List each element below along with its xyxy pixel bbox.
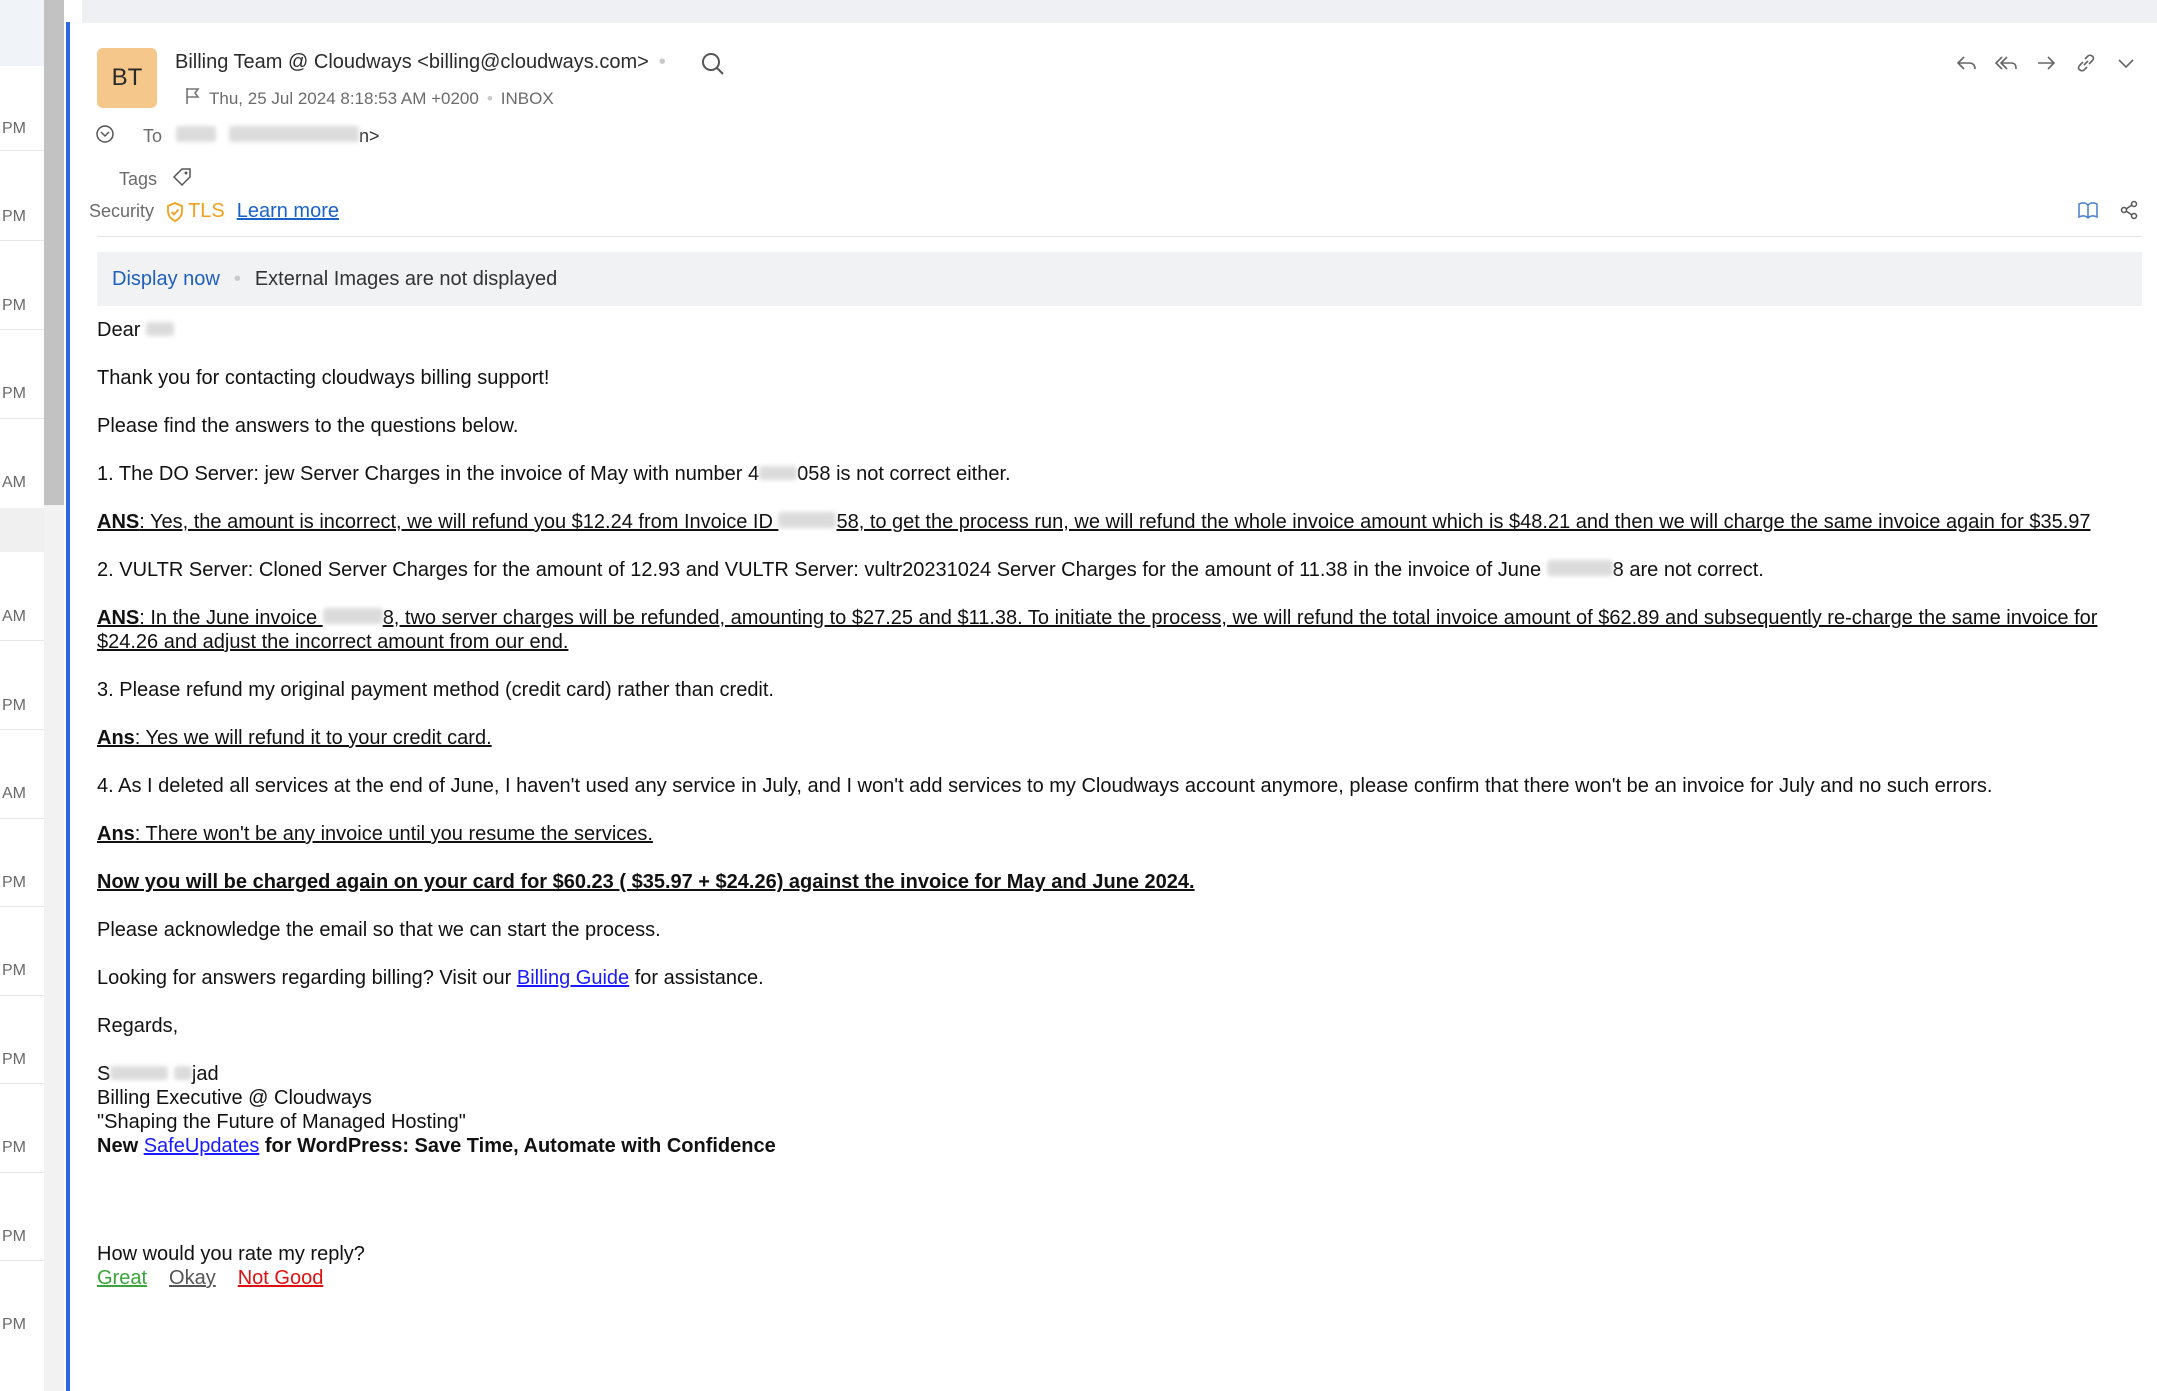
redacted <box>229 126 359 142</box>
intro-paragraph: Please find the answers to the questions below. <box>97 415 519 437</box>
expand-recipients-icon[interactable] <box>95 124 115 149</box>
separator-dot: • <box>658 51 666 73</box>
list-divider <box>0 240 44 241</box>
separator-dot: • <box>486 88 493 108</box>
rating-section <box>97 1242 2142 1290</box>
reader-view-icon[interactable] <box>2077 200 2099 225</box>
ans-label: ANS <box>97 607 140 629</box>
rate-okay-link[interactable]: Okay <box>169 1267 216 1289</box>
tls-badge <box>166 200 225 223</box>
email-body <box>97 318 2142 1290</box>
external-images-message: External Images are not displayed <box>254 267 558 290</box>
list-item-time: PM <box>2 1139 26 1156</box>
rate-great-link[interactable]: Great <box>97 1267 148 1289</box>
tag-icon[interactable] <box>171 166 193 193</box>
separator-dot: • <box>233 267 241 290</box>
answer-1: ANS: Yes, the amount is incorrect, we will refund you $12.24 from Invoice ID 58, to get the process run, we will refund the whole invoice amount which is $48.21 and then we will charge the same invoice again for $35.97 <box>97 511 2091 533</box>
rate-not-good-link[interactable]: Not Good <box>237 1267 324 1289</box>
recipient[interactable] <box>176 126 380 147</box>
reply-icon[interactable] <box>1953 50 1979 76</box>
forward-icon[interactable] <box>2033 50 2059 76</box>
list-divider <box>0 1083 44 1084</box>
list-item-time: AM <box>2 474 26 491</box>
list-item-time: PM <box>2 385 26 402</box>
avatar: BT <box>97 48 157 108</box>
list-divider <box>0 1172 44 1173</box>
list-divider <box>0 640 44 641</box>
signature-name: S jad <box>97 1063 219 1085</box>
list-item-selected[interactable] <box>0 0 44 66</box>
answer-4: Ans: There won't be any invoice until you resume the services. <box>97 823 653 845</box>
safeupdates-link[interactable]: SafeUpdates <box>143 1135 260 1157</box>
list-item-time: PM <box>2 120 26 137</box>
list-item-time: PM <box>2 1228 26 1245</box>
redacted <box>1547 560 1613 576</box>
question-1: 1. The DO Server: jew Server Charges in the invoice of May with number 4 058 is not correct either. <box>97 463 1011 485</box>
flag-icon[interactable] <box>185 87 201 110</box>
security-label: Security <box>89 201 155 221</box>
shield-check-icon <box>166 202 184 222</box>
signature-title: Billing Executive @ Cloudways <box>97 1087 372 1109</box>
question-2: 2. VULTR Server: Cloned Server Charges for the amount of 12.93 and VULTR Server: vultr20231024 Server Charges for the amount of 11.38 in the invoice of June 8 are not correct. <box>97 559 1764 581</box>
list-item-time: PM <box>2 297 26 314</box>
link-icon[interactable] <box>2073 50 2099 76</box>
header-divider <box>97 236 2142 237</box>
acknowledge-paragraph: Please acknowledge the email so that we can start the process. <box>97 919 661 941</box>
list-item-time: PM <box>2 874 26 891</box>
signature-tagline: "Shaping the Future of Managed Hosting" <box>97 1111 466 1133</box>
to-label: To <box>143 126 163 146</box>
view-actions <box>2077 200 2139 225</box>
external-images-bar <box>97 252 2142 306</box>
tags-row <box>119 166 193 193</box>
redacted <box>110 1066 168 1080</box>
list-item-time: AM <box>2 608 26 625</box>
thanks-paragraph: Thank you for contacting cloudways billing support! <box>97 367 550 389</box>
list-divider <box>0 1260 44 1261</box>
redacted <box>778 512 836 528</box>
question-4: 4. As I deleted all services at the end of June, I haven't used any service in July, and I won't add services to my Cloudways account anymore, please confirm that there won't be an invoice for July and no such errors. <box>97 775 1993 797</box>
billing-guide-paragraph: Looking for answers regarding billing? Visit our Billing Guide for assistance. <box>97 967 764 989</box>
spacer <box>97 1182 2142 1242</box>
sender-name[interactable]: Billing Team @ Cloudways <billing@cloudways.com> <box>175 51 649 73</box>
header-actions <box>1953 50 2139 76</box>
list-divider <box>0 150 44 151</box>
folder-label[interactable]: INBOX <box>500 88 554 108</box>
greeting: Dear <box>97 318 2142 342</box>
list-scrollbar-thumb[interactable] <box>44 0 64 505</box>
list-divider <box>0 329 44 330</box>
reply-all-icon[interactable] <box>1993 50 2019 76</box>
answer-2: ANS: In the June invoice 8, two server charges will be refunded, amounting to $27.25 and $11.38. To initiate the process, we will refund the total invoice amount of $62.89 and subsequently re-charge the same invoice for $24.26 and adjust the incorrect amount from our end. <box>97 607 2098 653</box>
list-item-time: PM <box>2 697 26 714</box>
question-3: 3. Please refund my original payment method (credit card) rather than credit. <box>97 679 774 701</box>
list-item-time: AM <box>2 785 26 802</box>
signature <box>97 1062 2142 1158</box>
answer-3: Ans: Yes we will refund it to your credit card. <box>97 727 492 749</box>
redacted <box>759 466 797 480</box>
selected-accent-bar <box>66 22 70 1391</box>
list-divider <box>0 906 44 907</box>
list-divider <box>0 995 44 996</box>
regards: Regards, <box>97 1015 179 1037</box>
ans-label: ANS <box>97 511 140 533</box>
to-row <box>95 124 380 149</box>
search-icon[interactable] <box>700 51 726 77</box>
charge-note: Now you will be charged again on your card for $60.23 ( $35.97 + $24.26) against the invoice for May and June 2024. <box>97 871 1195 893</box>
tls-label: TLS <box>188 200 225 222</box>
list-item-time: PM <box>2 1051 26 1068</box>
redacted <box>174 1066 192 1080</box>
list-divider <box>0 729 44 730</box>
message-list-strip <box>0 0 44 1391</box>
list-item-time: PM <box>2 208 26 225</box>
security-row <box>89 200 339 223</box>
ans-label: Ans <box>97 823 135 845</box>
ans-label: Ans <box>97 727 135 749</box>
list-item-time: PM <box>2 1316 26 1333</box>
display-now-link[interactable]: Display now <box>112 267 220 290</box>
list-divider <box>0 818 44 819</box>
rating-question: How would you rate my reply? <box>97 1243 365 1265</box>
top-band <box>82 0 2157 23</box>
list-divider <box>0 418 44 419</box>
learn-more-link[interactable]: Learn more <box>236 200 339 222</box>
redacted <box>176 126 216 142</box>
more-chevron-down-icon[interactable] <box>2113 50 2139 76</box>
date: Thu, 25 Jul 2024 8:18:53 AM +0200 <box>209 88 479 108</box>
share-icon[interactable] <box>2119 200 2139 225</box>
billing-guide-link[interactable]: Billing Guide <box>516 967 630 989</box>
recipient-tail: n> <box>359 126 380 146</box>
list-item-highlight[interactable] <box>0 508 44 552</box>
tags-label: Tags <box>119 169 158 189</box>
meta-line <box>185 87 554 110</box>
redacted <box>146 322 174 336</box>
redacted <box>323 608 383 624</box>
list-item-time: PM <box>2 962 26 979</box>
signature-promo: New SafeUpdates for WordPress: Save Time, Automate with Confidence <box>97 1135 776 1157</box>
sender-line[interactable] <box>175 51 676 74</box>
